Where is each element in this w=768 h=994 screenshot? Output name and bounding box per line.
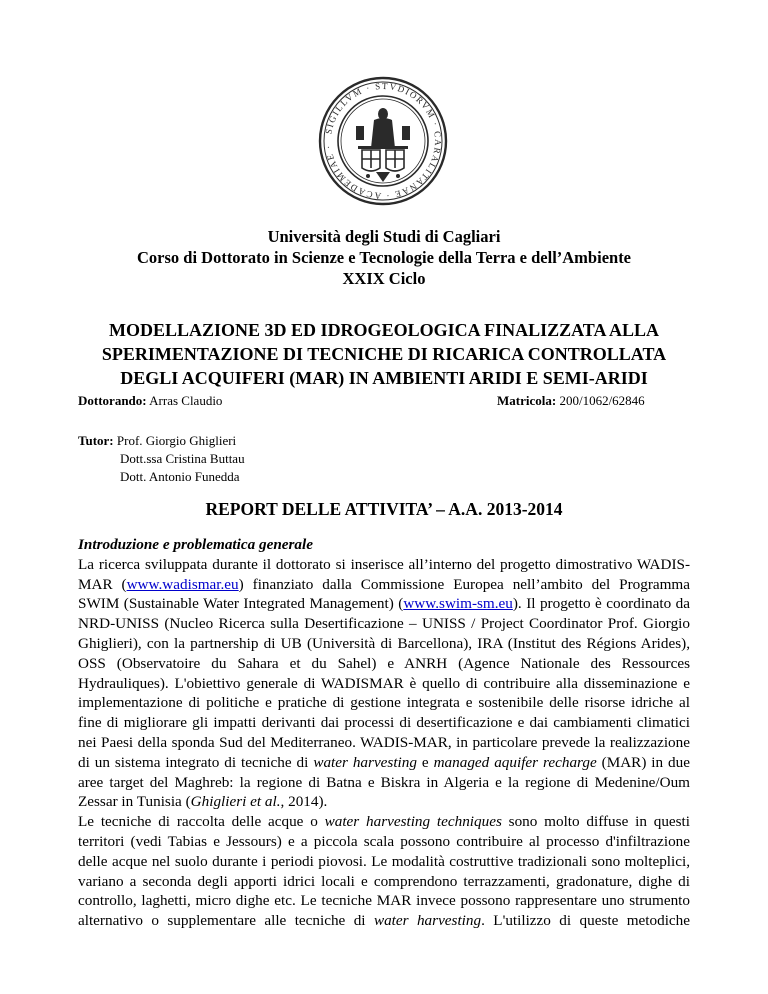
co-tutor-name: Dott. Antonio Funedda — [120, 469, 240, 484]
co-tutor-name: Dott.ssa Cristina Buttau — [120, 451, 245, 466]
paragraph-intro — [78, 555, 690, 812]
text-line: NRD-UNISS (Nucleo Ricerca sulla Desertificazione – UNISS / Project Coordinator Prof. Giorgio — [78, 615, 690, 633]
text-line: SWIM (Sustainable Water Integrated Management) (www.swim-sm.eu). Il progetto è coordinato da — [78, 595, 690, 613]
report-title: REPORT DELLE ATTIVITA’ – A.A. 2013-2014 — [205, 499, 563, 519]
student-id-value: 200/1062/62846 — [556, 393, 645, 408]
university-header — [0, 226, 768, 289]
tutor-name: Prof. Giorgio Ghiglieri — [113, 433, 237, 448]
student-name: Arras Claudio — [146, 393, 223, 408]
text-line: variano a seconda degli apporti idrici locali e comprendono terrazzamenti, gradonature, dighe di — [78, 872, 690, 890]
text-line: di un sistema integrato di tecniche di water harvesting e managed aquifer recharge (MAR) in due — [78, 753, 690, 771]
text-line: aree target del Maghreb: la regione di Batna e Biskra in Algeria e la regione di Medenine/Oum — [78, 773, 690, 791]
text-line: territori (vedi Tabias e Jessours) e a piccola scala possono contribuire al processo d'infiltrazione — [78, 832, 690, 850]
text-line: nei Paesi della sponda Sud del Mediterraneo. WADIS-MAR, in particolare prevede la realizzazione — [78, 733, 690, 751]
text-line: OSS (Observatoire du Sahara et du Sahel) e ANRH (Agence Nationale des Ressources — [78, 654, 690, 672]
text-line: Ghiglieri), con la partnership di UB (Università di Barcellona), IRA (Institut des Régions Arides), — [78, 634, 690, 652]
doctoral-cycle: XXIX Ciclo — [342, 269, 426, 288]
text-line: implementazione di politiche e pratiche di gestione integrata e sostenibile delle risorse idriche al — [78, 694, 690, 712]
section-heading: Introduzione e problematica generale — [78, 536, 313, 553]
student-id-label: Matricola: — [497, 393, 557, 408]
text-line: MAR (www.wadismar.eu) finanziato dalla Commissione Europea nell’ambito del Programma — [78, 575, 690, 593]
student-info — [78, 392, 222, 410]
text-line: controllo, laghetti, micro dighe etc. Le tecniche MAR invece possono rappresentare uno strumento — [78, 892, 690, 910]
university-name: Università degli Studi di Cagliari — [267, 227, 501, 246]
text-line: Hydrauliques). L'obiettivo generale di WADISMAR è quello di contribuire alla disseminazione e — [78, 674, 690, 692]
thesis-title — [0, 318, 768, 390]
text-line: La ricerca sviluppata durante il dottorato si inserisce all’interno del progetto dimostrativo WADIS- — [78, 555, 690, 573]
svg-text:SIGILLVM · STVDIORVM · CARALIT: SIGILLVM · STVDIORVM · CARALITANAE · ACADEMIAE · — [323, 80, 444, 202]
tutor-label: Tutor: — [78, 433, 114, 448]
student-id-info — [497, 392, 645, 410]
text-line: Zessar in Tunisia (Ghiglieri et al., 2014). — [78, 793, 328, 811]
paragraph-techniques — [78, 812, 690, 931]
swim-link[interactable]: www.swim-sm.eu — [403, 595, 513, 613]
document-body — [78, 535, 690, 931]
text-line: Le tecniche di raccolta delle acque o water harvesting techniques sono molto diffuse in questi — [78, 813, 690, 831]
thesis-title-line: SPERIMENTAZIONE DI TECNICHE DI RICARICA CONTROLLATA — [101, 344, 667, 364]
thesis-title-line: MODELLAZIONE 3D ED IDROGEOLOGICA FINALIZZATA ALLA — [109, 320, 659, 340]
wadismar-link[interactable]: www.wadismar.eu — [126, 575, 239, 593]
thesis-title-line: DEGLI ACQUIFERI (MAR) IN AMBIENTI ARIDI E SEMI-ARIDI — [120, 368, 648, 388]
tutor-info — [78, 432, 245, 486]
student-label: Dottorando: — [78, 393, 147, 408]
text-line: alternativo o supplementare alle tecniche di water harvesting. L'utilizzo di queste metodiche — [78, 912, 691, 930]
university-seal-logo — [318, 76, 448, 206]
text-line: delle acque nel suolo durante i periodi piovosi. Le modalità costruttive tradizionali sono molteplici, — [78, 852, 690, 870]
doctoral-course: Corso di Dottorato in Scienze e Tecnologie della Terra e dell’Ambiente — [136, 248, 632, 267]
text-line: fine di migliorare gli impatti derivanti dai processi di desertificazione e dai cambiamenti climatici — [78, 714, 690, 732]
